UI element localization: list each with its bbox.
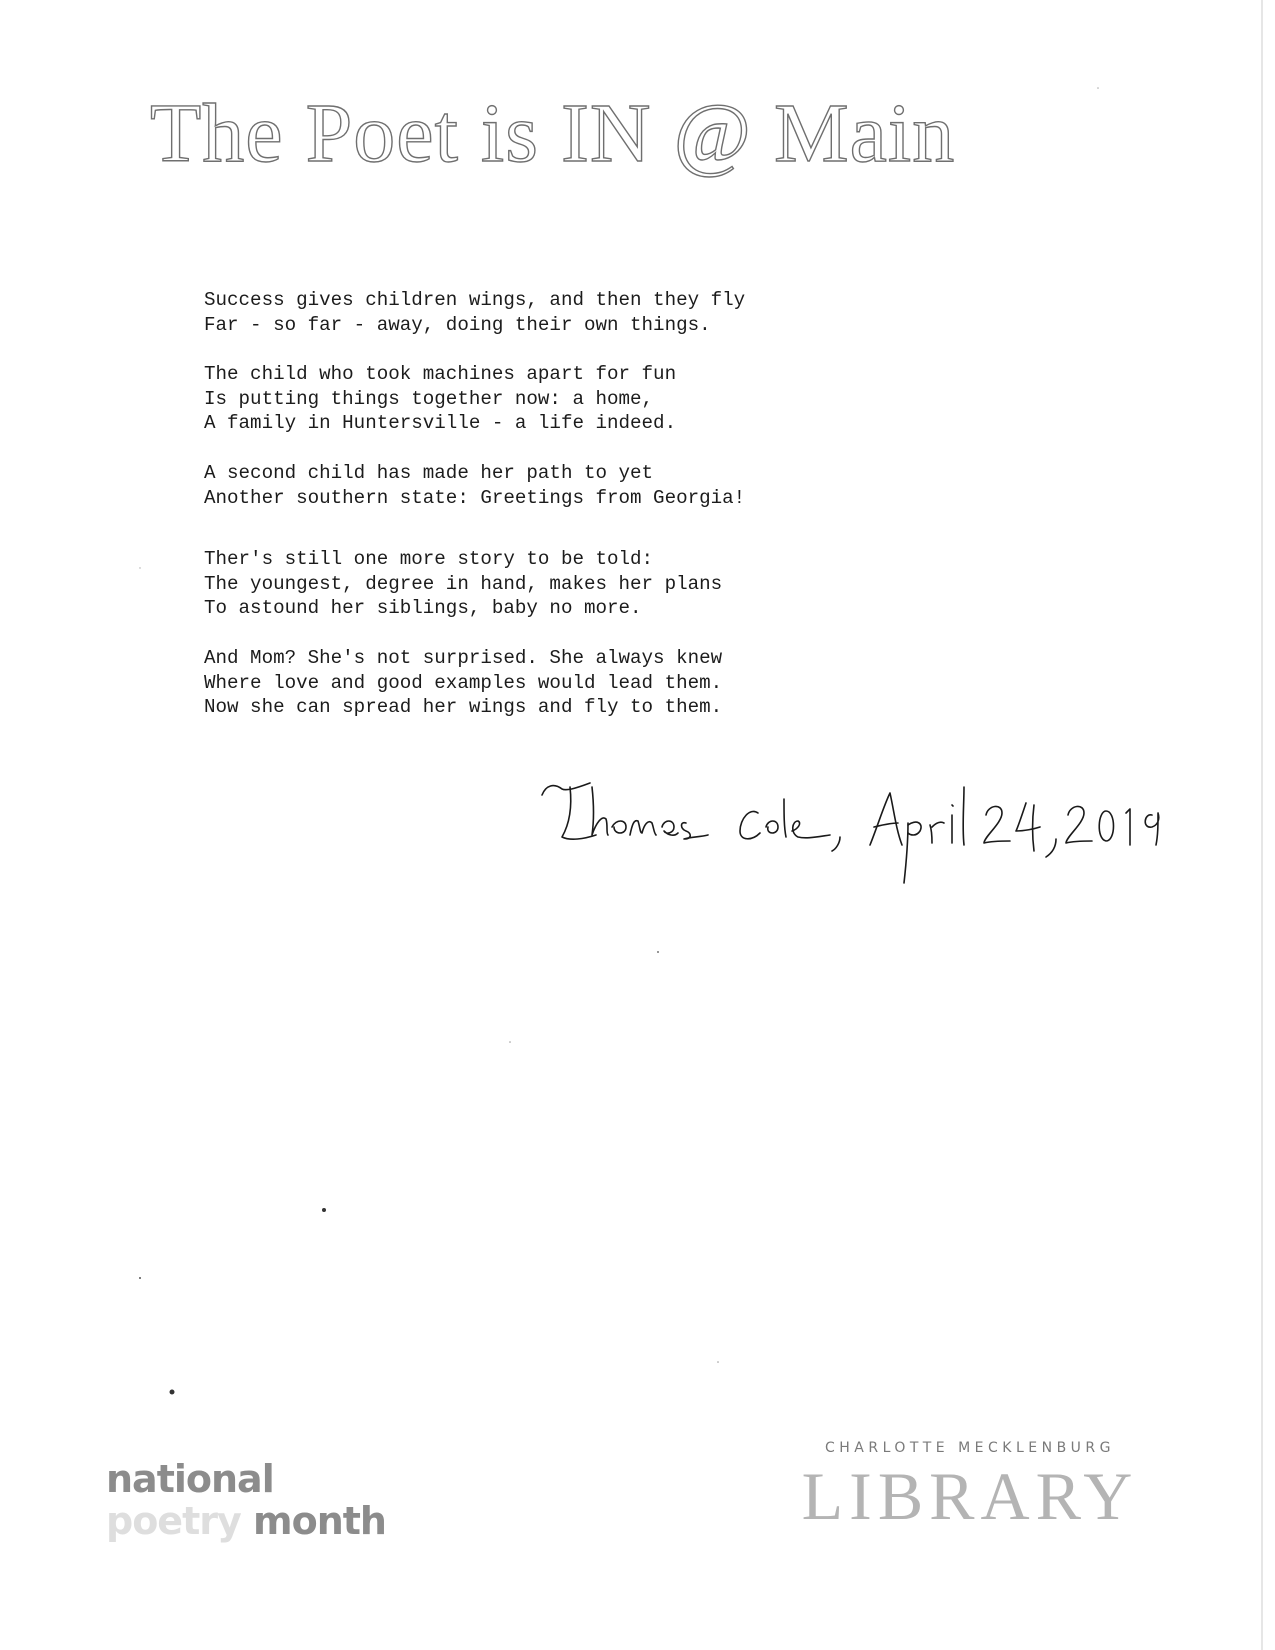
- poem-line: A second child has made her path to yet: [204, 461, 654, 484]
- poem-line: Ther's still one more story to be told:: [204, 548, 654, 571]
- poem-line: Now she can spread her wings and fly to them.: [204, 696, 723, 719]
- poem-line: Success gives children wings, and then they fly: [204, 289, 746, 311]
- poem-line: The youngest, degree in hand, makes her plans: [204, 572, 723, 595]
- poem-line: Far - so far - away, doing their own things.: [204, 313, 711, 336]
- poem-line: Is putting things together now: a home,: [204, 387, 654, 410]
- stanza-5: [204, 646, 854, 720]
- poem-line: Where love and good examples would lead them.: [204, 671, 723, 694]
- npm-logo-line1: national: [106, 1457, 274, 1501]
- stanza-4: [204, 547, 854, 621]
- npm-logo-line2: [106, 1499, 466, 1543]
- poem-line: To astound her siblings, baby no more.: [204, 597, 642, 620]
- poem-line: And Mom? She's not surprised. She always knew: [204, 646, 723, 669]
- page-edge: [1261, 0, 1263, 1650]
- national-poetry-month-logo: [106, 1457, 466, 1560]
- stanza-2: [204, 362, 854, 436]
- poem-line: A family in Huntersville - a life indeed.: [204, 412, 677, 435]
- page-title: The Poet is IN @ Main: [150, 87, 956, 180]
- stanza-3: [204, 461, 854, 510]
- poem-line: The child who took machines apart for fun: [204, 363, 677, 386]
- handwritten-signature: [540, 775, 1180, 895]
- poem-line: Another southern state: Greetings from Georgia!: [204, 486, 746, 509]
- poem: [204, 288, 854, 720]
- npm-logo-poetry: poetry: [106, 1499, 241, 1543]
- signature-drawing: [540, 775, 1180, 895]
- library-logo: [770, 1440, 1170, 1540]
- stanza-1: [204, 288, 854, 337]
- npm-logo-month: month: [253, 1499, 386, 1543]
- library-logo-name: LIBRARY: [801, 1458, 1139, 1534]
- library-logo-subtitle: CHARLOTTE MECKLENBURG: [824, 1440, 1115, 1456]
